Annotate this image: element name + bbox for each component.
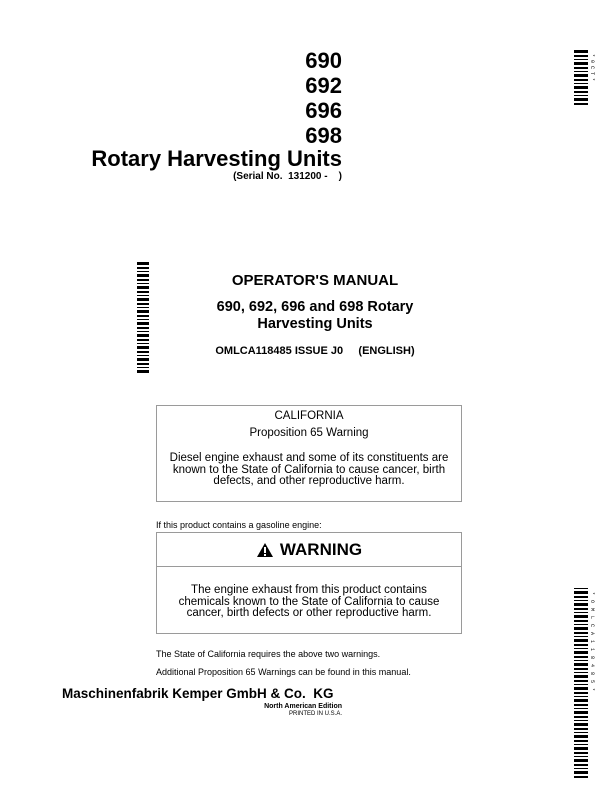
barcode-bar (137, 319, 149, 320)
barcode-bar (574, 728, 588, 730)
barcode-bar (137, 274, 149, 277)
model-numbers (305, 48, 342, 148)
barcode-bar (574, 720, 588, 721)
barcode-bar (574, 711, 588, 714)
barcode-bar (137, 331, 149, 332)
model-692: 692 (305, 73, 342, 98)
barcode-bar (574, 776, 588, 778)
barcode-bar (574, 55, 588, 57)
state-requirement-note: The State of California requires the above two warnings. (156, 649, 381, 659)
barcode-bar (574, 79, 588, 81)
barcode-bar (574, 612, 588, 613)
barcode-bar (574, 708, 588, 709)
barcode-bar (574, 86, 588, 89)
barcode-bar (137, 303, 149, 305)
barcode-bar (574, 608, 588, 610)
barcode-bar (574, 744, 588, 745)
model-698: 698 (305, 123, 342, 148)
barcode-bar (574, 632, 588, 634)
barcode-bar (137, 267, 149, 269)
barcode-bar (574, 62, 588, 65)
barcode-bar (574, 103, 588, 105)
barcode-bar (137, 298, 149, 301)
barcode-bar (574, 735, 588, 738)
barcode-left (137, 262, 149, 374)
barcode-bar (574, 687, 588, 690)
barcode-bar (137, 339, 149, 341)
barcode-bar (137, 283, 149, 284)
barcode-bar (574, 50, 588, 53)
barcode-bar (574, 699, 588, 702)
manual-subtitle (180, 299, 450, 333)
barcode-bar (574, 704, 588, 706)
barcode-bar (574, 95, 588, 96)
barcode-bar (574, 663, 588, 666)
warning-text: The engine exhaust from this product contains chemicals known to the State of California to cause cancer, birth defects or other reproductive harm. (178, 584, 440, 619)
manual-title: OPERATOR'S MANUAL (231, 272, 399, 289)
barcode-bar (137, 363, 149, 365)
barcode-bar (137, 315, 149, 317)
additional-warnings-note: Additional Proposition 65 Warnings can be found in this manual. (156, 667, 411, 677)
barcode-bar (574, 71, 588, 72)
barcode-bar (574, 696, 588, 697)
barcode-bar (574, 648, 588, 649)
barcode-bar (137, 343, 149, 344)
barcode-bar (574, 624, 588, 625)
california-heading: CALIFORNIA (274, 410, 344, 422)
gasoline-note: If this product contains a gasoline engine: (156, 520, 322, 530)
barcode-bar (574, 644, 588, 646)
warning-triangle-icon (256, 542, 274, 558)
barcode-bar (574, 651, 588, 654)
barcode-bar (574, 716, 588, 718)
barcode-bar (574, 680, 588, 682)
barcode-bar (574, 752, 588, 754)
barcode-bar (137, 346, 149, 349)
barcode-bar (137, 334, 149, 337)
barcode-bar (574, 668, 588, 670)
barcode-bar (574, 74, 588, 77)
barcode-bar (574, 603, 588, 606)
barcode-bar (574, 67, 588, 69)
barcode-bar (574, 620, 588, 622)
serial-number: (Serial No. 131200 - ) (233, 171, 342, 182)
barcode-bar (574, 636, 588, 637)
barcode-bar (137, 358, 149, 361)
barcode-bar (137, 355, 149, 356)
manual-code: OMLCA118485 ISSUE J0 (ENGLISH) (215, 345, 415, 357)
warning-header (157, 533, 461, 567)
barcode-bar (574, 83, 588, 84)
barcode-bar (574, 675, 588, 678)
barcode-bar (574, 600, 588, 601)
barcode-bar (137, 291, 149, 293)
barcode-top-right (574, 50, 596, 106)
barcode-bar (137, 279, 149, 281)
barcode-bar (574, 639, 588, 642)
barcode-bar (574, 91, 588, 93)
barcode-bar (137, 262, 149, 265)
barcode-bar (574, 740, 588, 742)
barcode-bar (137, 310, 149, 313)
barcode-bar (574, 59, 588, 60)
barcode-bar (574, 759, 588, 762)
barcode-bar (574, 588, 588, 589)
edition-label: North American Edition (264, 703, 342, 710)
company-name: Maschinenfabrik Kemper GmbH & Co. KG (62, 686, 334, 701)
barcode-bar (137, 286, 149, 289)
barcode-bar (574, 756, 588, 757)
california-warning-text: Diesel engine exhaust and some of its constituents are known to the State of California to cause cancer, birth defects, and other reproductive harm. (169, 452, 449, 487)
barcode-bar (574, 656, 588, 658)
barcode-bar (574, 615, 588, 618)
barcode-bar (574, 684, 588, 685)
barcode-bar (574, 732, 588, 733)
barcode-bar (137, 271, 149, 272)
model-696: 696 (305, 98, 342, 123)
warning-heading: WARNING (279, 539, 363, 559)
barcode-bar (137, 295, 149, 296)
barcode-bottom-right-text: * O M L C A 1 1 8 4 8 5 * (589, 592, 595, 693)
barcode-bar (574, 596, 588, 598)
barcode-bar (137, 370, 149, 373)
california-warning-box (156, 405, 462, 502)
manual-subtitle-line2: Harvesting Units (257, 316, 373, 332)
barcode-bottom-right (574, 588, 596, 778)
barcode-bar (574, 771, 588, 774)
barcode-bar (574, 747, 588, 750)
barcode-bar (574, 672, 588, 673)
barcode-bar (137, 327, 149, 329)
barcode-bar (137, 322, 149, 325)
document-title: Rotary Harvesting Units (91, 146, 342, 171)
barcode-bar (574, 768, 588, 769)
barcode-bar (137, 367, 149, 368)
barcode-bar (574, 627, 588, 630)
proposition-heading: Proposition 65 Warning (249, 427, 369, 439)
printed-label: PRINTED IN U.S.A. (288, 711, 342, 717)
barcode-top-right-text: * 0 C T * (589, 54, 595, 82)
barcode-bar (574, 660, 588, 661)
manual-title-block (180, 272, 450, 357)
barcode-bar (137, 307, 149, 308)
barcode-bar (137, 351, 149, 353)
model-690: 690 (305, 48, 342, 73)
barcode-bar (574, 591, 588, 594)
barcode-bar (574, 723, 588, 726)
barcode-bar (574, 98, 588, 101)
manual-subtitle-line1: 690, 692, 696 and 698 Rotary (216, 299, 414, 315)
barcode-bar (574, 692, 588, 694)
warning-box (156, 532, 462, 634)
barcode-bar (574, 764, 588, 766)
